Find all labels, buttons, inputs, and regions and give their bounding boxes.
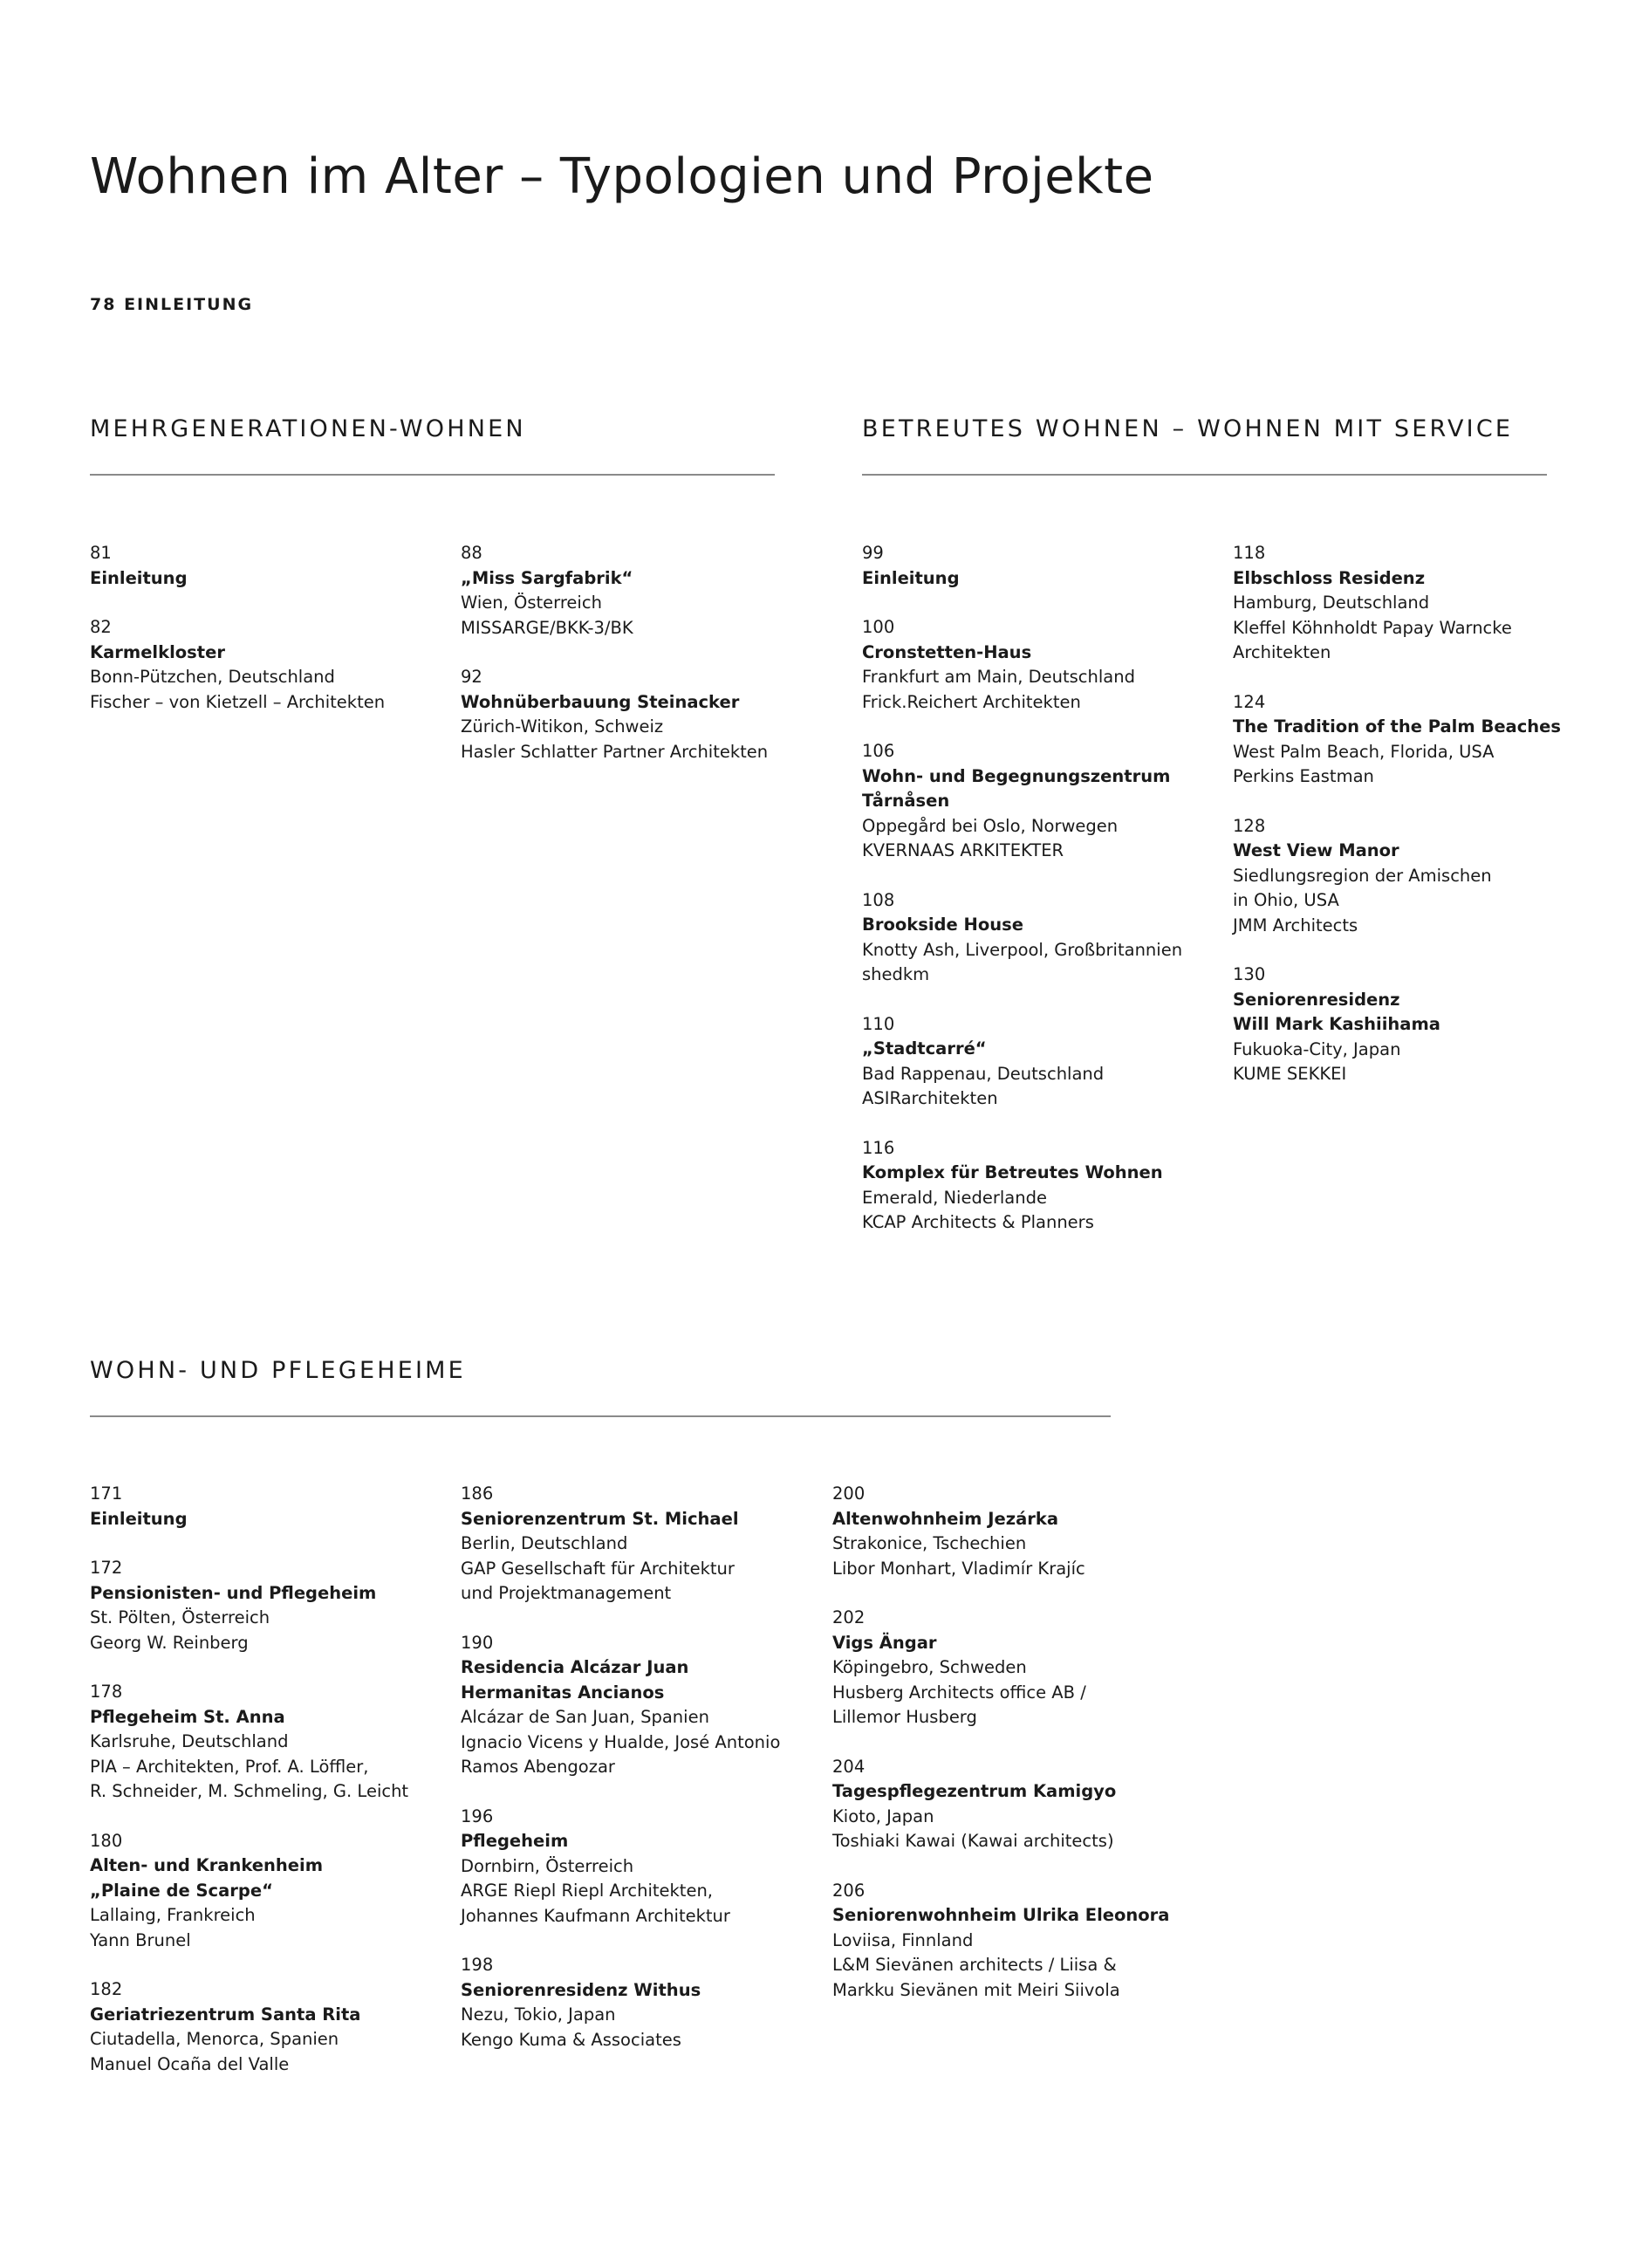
entry-project-name: Altenwohnheim Jezárka xyxy=(832,1508,1059,1529)
entry-project-name: West View Manor xyxy=(1233,840,1399,860)
entry-page-number: 108 xyxy=(862,889,895,910)
section-heading-pflegeheime: WOHN- UND PFLEGEHEIME xyxy=(90,1357,466,1384)
toc-entry xyxy=(90,541,448,591)
entry-page-number: 178 xyxy=(90,1682,123,1702)
entry-page-number: 100 xyxy=(862,617,895,637)
entry-location: Lallaing, Frankreich xyxy=(90,1905,256,1925)
entry-location: Bad Rappenau, Deutschland xyxy=(862,1063,1105,1084)
entry-architect: ARGE Riepl Riepl Architekten, xyxy=(461,1881,713,1901)
entry-project-name: Karmelkloster xyxy=(90,641,225,662)
toc-column xyxy=(461,1482,818,2077)
toc-column xyxy=(862,541,1220,1260)
toc-entry xyxy=(90,1482,448,1531)
entry-architect: Yann Brunel xyxy=(90,1929,191,1950)
entry-location: Dornbirn, Österreich xyxy=(461,1855,634,1876)
entry-architect: Kleffel Köhnholdt Papay Warncke xyxy=(1233,617,1512,638)
entry-location: West Palm Beach, Florida, USA xyxy=(1233,741,1495,762)
intro-entry xyxy=(90,295,253,314)
entry-location: Emerald, Niederlande xyxy=(862,1187,1047,1208)
entry-architect: shedkm xyxy=(862,964,930,984)
entry-location: Knotty Ash, Liverpool, Großbritannien xyxy=(862,939,1183,960)
toc-entry xyxy=(832,1755,1190,1854)
entry-page-number: 180 xyxy=(90,1830,123,1851)
toc-entry xyxy=(862,615,1220,715)
toc-entry xyxy=(461,541,818,641)
entry-location: Fukuoka-City, Japan xyxy=(1233,1038,1401,1059)
entry-project-name: Seniorenresidenz Withus xyxy=(461,1979,701,2000)
toc-entry xyxy=(461,1631,818,1780)
entry-location: Kioto, Japan xyxy=(832,1805,934,1826)
entry-page-number: 186 xyxy=(461,1483,494,1504)
entry-page-number: 204 xyxy=(832,1756,866,1777)
entry-project-name: Pensionisten- und Pflegeheim xyxy=(90,1582,377,1603)
toc-column xyxy=(90,1482,448,2101)
toc-entry xyxy=(862,541,1220,591)
entry-page-number: 88 xyxy=(461,543,482,563)
entry-architect: Perkins Eastman xyxy=(1233,766,1374,786)
section-divider xyxy=(862,474,1547,476)
entry-project-name: Einleitung xyxy=(90,1508,188,1529)
toc-entry xyxy=(862,739,1220,864)
entry-location: Karlsruhe, Deutschland xyxy=(90,1731,289,1751)
toc-entry xyxy=(90,1977,448,2077)
entry-project-name: Will Mark Kashiihama xyxy=(1233,1014,1440,1034)
entry-location: Strakonice, Tschechien xyxy=(832,1533,1027,1553)
entry-page-number: 128 xyxy=(1233,815,1266,836)
entry-architect: GAP Gesellschaft für Architektur xyxy=(461,1558,735,1579)
entry-architect: Hasler Schlatter Partner Architekten xyxy=(461,741,769,762)
entry-project-name: The Tradition of the Palm Beaches xyxy=(1233,716,1561,737)
entry-architect: L&M Sievänen architects / Liisa & xyxy=(832,1955,1117,1975)
entry-location: St. Pölten, Österreich xyxy=(90,1607,270,1627)
entry-project-name: Seniorenresidenz xyxy=(1233,989,1400,1010)
entry-architect: Kengo Kuma & Associates xyxy=(461,2029,681,2050)
entry-architect: Toshiaki Kawai (Kawai architects) xyxy=(832,1831,1114,1851)
toc-entry xyxy=(1233,690,1591,790)
entry-project-name: Vigs Ängar xyxy=(832,1632,937,1653)
entry-architect: KVERNAAS ARKITEKTER xyxy=(862,840,1064,860)
entry-page-number: 116 xyxy=(862,1137,895,1158)
entry-project-name: Elbschloss Residenz xyxy=(1233,567,1426,588)
entry-page-number: 99 xyxy=(862,543,884,563)
toc-entry xyxy=(1233,541,1591,666)
entry-page-number: 82 xyxy=(90,617,112,637)
entry-architect: Frick.Reichert Architekten xyxy=(862,691,1081,712)
entry-location: Frankfurt am Main, Deutschland xyxy=(862,667,1135,687)
entry-architect: KUME SEKKEI xyxy=(1233,1064,1347,1084)
toc-entry xyxy=(461,1482,818,1607)
entry-page-number: 206 xyxy=(832,1880,866,1901)
entry-project-name: Tårnåsen xyxy=(862,791,950,811)
entry-page-number: 202 xyxy=(832,1607,866,1627)
entry-page-number: 118 xyxy=(1233,543,1266,563)
entry-architect: Fischer – von Kietzell – Architekten xyxy=(90,691,386,712)
toc-entry xyxy=(862,1136,1220,1236)
entry-architect: Ramos Abengozar xyxy=(461,1757,615,1777)
entry-page-number: 106 xyxy=(862,741,895,761)
entry-architect: MISSARGE/BKK-3/BK xyxy=(461,617,633,638)
toc-entry xyxy=(90,1680,448,1805)
toc-entry xyxy=(832,1606,1190,1730)
entry-project-name: Seniorenwohnheim Ulrika Eleonora xyxy=(832,1905,1170,1925)
entry-architect: KCAP Architects & Planners xyxy=(862,1212,1094,1232)
entry-project-name: Pflegeheim xyxy=(461,1831,569,1851)
entry-page-number: 182 xyxy=(90,1979,123,1999)
entry-architect: Husberg Architects office AB / xyxy=(832,1682,1086,1703)
entry-project-name: Tagespflegezentrum Kamigyo xyxy=(832,1781,1117,1801)
toc-entry xyxy=(461,1805,818,1929)
entry-page-number: 200 xyxy=(832,1483,866,1504)
entry-project-name: Einleitung xyxy=(90,567,188,588)
entry-project-name: Wohn- und Begegnungszentrum xyxy=(862,765,1171,786)
entry-project-name: Wohnüberbauung Steinacker xyxy=(461,691,740,712)
entry-architect: Lillemor Husberg xyxy=(832,1707,977,1727)
section-divider xyxy=(90,474,775,476)
entry-location: Alcázar de San Juan, Spanien xyxy=(461,1707,709,1727)
toc-column xyxy=(461,541,818,789)
toc-entry xyxy=(832,1879,1190,2004)
entry-architect: und Projektmanagement xyxy=(461,1583,672,1603)
section-heading-betreutes-wohnen: BETREUTES WOHNEN – WOHNEN MIT SERVICE xyxy=(862,415,1514,442)
toc-entry xyxy=(832,1482,1190,1581)
entry-location: Wien, Österreich xyxy=(461,593,602,613)
toc-entry xyxy=(862,1012,1220,1112)
entry-location: Oppegård bei Oslo, Norwegen xyxy=(862,815,1119,836)
entry-architect: ASIRarchitekten xyxy=(862,1088,998,1108)
entry-project-name: Residencia Alcázar Juan xyxy=(461,1657,689,1677)
entry-location: Nezu, Tokio, Japan xyxy=(461,2004,616,2025)
toc-entry xyxy=(1233,814,1591,939)
entry-project-name: Brookside House xyxy=(862,915,1023,935)
toc-entry xyxy=(90,1829,448,1954)
entry-project-name: Pflegeheim St. Anna xyxy=(90,1706,285,1727)
toc-entry xyxy=(461,665,818,764)
entry-project-name: Cronstetten-Haus xyxy=(862,641,1032,662)
intro-page-number: 78 xyxy=(90,295,117,314)
entry-project-name: Seniorenzentrum St. Michael xyxy=(461,1508,739,1529)
entry-architect: Manuel Ocaña del Valle xyxy=(90,2053,290,2074)
toc-entry xyxy=(862,888,1220,988)
entry-location: Berlin, Deutschland xyxy=(461,1533,628,1553)
section-heading-mehrgenerationen: MEHRGENERATIONEN-WOHNEN xyxy=(90,415,526,442)
entry-page-number: 110 xyxy=(862,1013,895,1034)
entry-page-number: 81 xyxy=(90,543,112,563)
entry-location: Loviisa, Finnland xyxy=(832,1929,974,1950)
entry-architect: PIA – Architekten, Prof. A. Löffler, xyxy=(90,1756,369,1777)
entry-page-number: 171 xyxy=(90,1483,123,1504)
entry-architect: Libor Monhart, Vladimír Krajíc xyxy=(832,1558,1085,1579)
page-title: Wohnen im Alter – Typologien und Projekte xyxy=(90,148,1154,205)
entry-location: in Ohio, USA xyxy=(1233,890,1339,910)
toc-entry xyxy=(90,1556,448,1655)
intro-label: EINLEITUNG xyxy=(124,295,254,314)
entry-project-name: Komplex für Betreutes Wohnen xyxy=(862,1162,1163,1182)
entry-location: Bonn-Pützchen, Deutschland xyxy=(90,667,335,687)
entry-architect: Johannes Kaufmann Architektur xyxy=(461,1905,730,1926)
entry-architect: Ignacio Vicens y Hualde, José Antonio xyxy=(461,1731,781,1752)
entry-project-name: Hermanitas Ancianos xyxy=(461,1682,665,1703)
toc-entry xyxy=(1233,963,1591,1087)
toc-column xyxy=(832,1482,1190,2027)
entry-page-number: 198 xyxy=(461,1955,494,1975)
entry-architect: Markku Sievänen mit Meiri Siivola xyxy=(832,1979,1120,2000)
entry-project-name: „Stadtcarré“ xyxy=(862,1038,987,1059)
toc-entry xyxy=(90,615,448,715)
entry-page-number: 196 xyxy=(461,1805,494,1826)
entry-project-name: „Miss Sargfabrik“ xyxy=(461,567,633,588)
entry-architect: JMM Architects xyxy=(1233,915,1358,935)
entry-page-number: 190 xyxy=(461,1632,494,1653)
toc-column xyxy=(90,541,448,739)
toc-entry xyxy=(461,1953,818,2052)
entry-page-number: 124 xyxy=(1233,691,1266,712)
entry-project-name: „Plaine de Scarpe“ xyxy=(90,1880,273,1901)
entry-architect: Georg W. Reinberg xyxy=(90,1632,249,1653)
entry-page-number: 92 xyxy=(461,667,482,687)
entry-location: Siedlungsregion der Amischen xyxy=(1233,865,1492,886)
entry-location: Ciutadella, Menorca, Spanien xyxy=(90,2029,339,2049)
entry-location: Hamburg, Deutschland xyxy=(1233,593,1430,613)
entry-architect: Architekten xyxy=(1233,642,1331,662)
entry-project-name: Geriatriezentrum Santa Rita xyxy=(90,2004,361,2025)
entry-project-name: Alten- und Krankenheim xyxy=(90,1855,324,1875)
entry-project-name: Einleitung xyxy=(862,567,960,588)
entry-page-number: 172 xyxy=(90,1558,123,1578)
entry-architect: R. Schneider, M. Schmeling, G. Leicht xyxy=(90,1781,409,1801)
entry-page-number: 130 xyxy=(1233,964,1266,984)
section-divider xyxy=(90,1415,1111,1417)
toc-column xyxy=(1233,541,1591,1112)
entry-location: Köpingebro, Schweden xyxy=(832,1657,1027,1677)
entry-location: Zürich-Witikon, Schweiz xyxy=(461,716,664,737)
